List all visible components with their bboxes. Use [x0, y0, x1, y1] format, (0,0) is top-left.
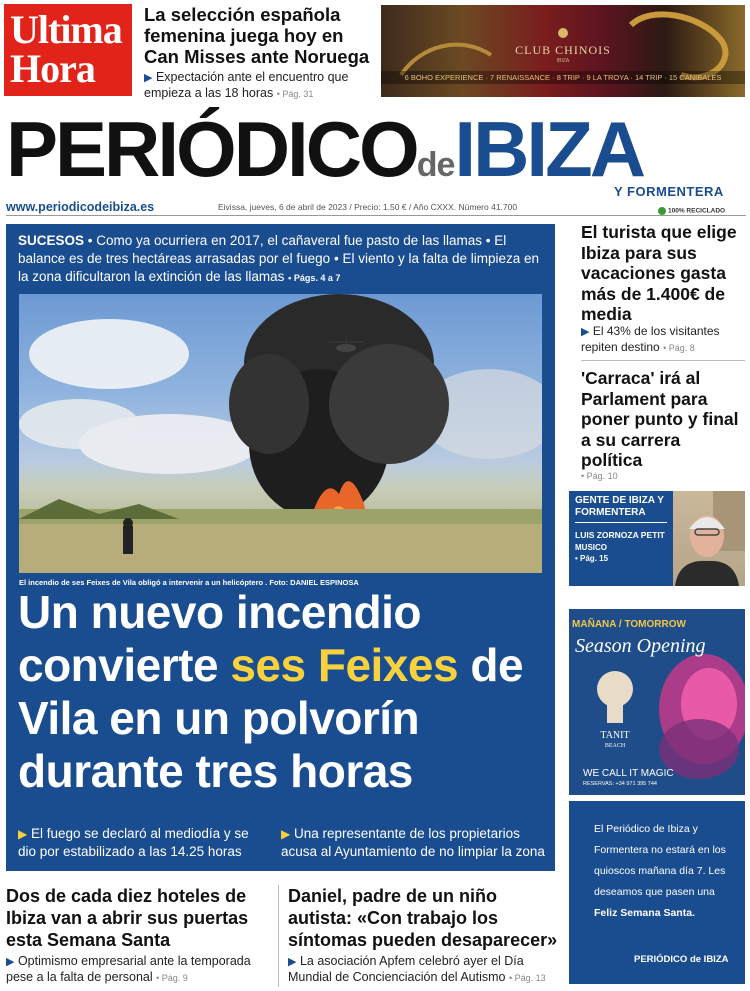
- ultima-hora-line2: Hora: [10, 46, 95, 91]
- lead-bullet-1-text: El fuego se declaró al mediodía y se dio por estabilizado a las 14.25 horas: [18, 826, 249, 859]
- gente-header: GENTE DE IBIZA Y FORMENTERA: [575, 495, 667, 523]
- recycle-icon: [658, 207, 666, 215]
- gente-box[interactable]: [569, 491, 673, 586]
- right-story-2-title[interactable]: 'Carraca' irá al Parlament para poner punto y final a su carrera política: [581, 368, 739, 470]
- bottom-divider: [278, 885, 279, 987]
- right-story-2-page: • Pág. 10: [581, 471, 618, 481]
- lead-bullet-1: [18, 825, 263, 860]
- ultima-hora-line1: Ultima: [10, 7, 122, 52]
- lead-summary-1: • Como ya ocurriera en 2017, el cañaveral fue pasto de las llamas: [87, 233, 482, 248]
- triangle-icon: ▶: [18, 827, 28, 841]
- fire-photo[interactable]: [19, 294, 542, 573]
- right-divider-1: [581, 360, 745, 361]
- bottom-story-1-sub-text: Optimismo empresarial ante la temporada pese a la falta de personal: [6, 954, 251, 984]
- lead-pages: • Págs. 4 a 7: [288, 273, 341, 283]
- triangle-icon: ▶: [581, 326, 590, 338]
- ad-tomorrow: MAÑANA / TOMORROW: [572, 619, 686, 630]
- lead-summary-3: • El viento y la falta de limpieza en la zona dificultaron la extinción de las llamas: [18, 251, 540, 284]
- ad-club-name: CLUB CHINOIS: [515, 43, 611, 57]
- gente-role: MUSICO: [575, 543, 607, 552]
- portrait-illustration: [673, 491, 745, 586]
- ad-brand: [595, 731, 635, 751]
- bottom-story-1-sub: [6, 954, 270, 986]
- top-subhead-text: Expectación ante el encuentro que empieza a las 18 horas: [144, 70, 349, 100]
- notice-bold: Feliz Semana Santa.: [594, 907, 695, 919]
- gente-page: • Pág. 15: [575, 554, 609, 563]
- triangle-icon: ▶: [144, 72, 153, 84]
- fire-illustration: [19, 294, 542, 573]
- ad-brand-name: TANIT: [600, 730, 630, 741]
- bottom-story-1-page: • Pág. 9: [156, 973, 188, 983]
- club-chinois-ad[interactable]: [381, 5, 745, 97]
- ad-club-sub: IBIZA: [556, 58, 570, 64]
- lead-bullet-2: [281, 825, 546, 860]
- triangle-icon: ▶: [281, 827, 291, 841]
- site-url[interactable]: www.periodicodeibiza.es: [6, 200, 155, 214]
- top-subhead-page: • Pág. 31: [276, 89, 314, 99]
- photo-caption: El incendio de ses Feixes de Vila obligó a intervenir a un helicóptero . Foto: DANIEL ESPINOSA: [19, 578, 359, 587]
- triangle-icon: ▶: [6, 956, 15, 968]
- tanit-beach-ad[interactable]: [569, 609, 745, 795]
- masthead-de: de: [416, 146, 455, 184]
- masthead[interactable]: [6, 104, 746, 194]
- gente-portrait: [673, 491, 745, 586]
- masthead-rule: [6, 215, 746, 216]
- ad-tagline: WE CALL IT MAGIC: [583, 768, 674, 779]
- ultima-hora-logo: [4, 4, 132, 96]
- bottom-story-2-sub-text: La asociación Apfem celebró ayer el Día Mundial de Concienciación del Autismo: [288, 954, 524, 984]
- ad-event-bar: 6 BOHO EXPERIENCE · 7 RENAISSANCE · 8 TRIP · 9 LA TROYA · 14 TRIP · 15 CANIBALES: [381, 71, 745, 84]
- ad-brand-sub: BEACH: [604, 743, 626, 749]
- bottom-story-2-page: • Pág. 13: [508, 973, 546, 983]
- right-story-1-title[interactable]: El turista que elige Ibiza para sus vacaciones gasta más de 1.400€ de media: [581, 222, 737, 324]
- bottom-story-2-title[interactable]: Daniel, padre de un niño autista: «Con trabajo los síntomas pueden desaparecer»: [288, 886, 558, 950]
- dateline: Eivissa, jueves, 6 de abril de 2023 / Precio: 1.50 € / Año CXXX. Número 41.700: [218, 202, 518, 212]
- right-story-1-page: • Pág. 8: [663, 343, 695, 353]
- notice-logo: PERIÓDICO de IBIZA: [634, 954, 729, 965]
- lead-headline-highlight: ses Feixes: [230, 639, 459, 691]
- ad-reservations: RESERVAS: +34 971 395 744: [583, 781, 657, 787]
- top-subhead: [144, 70, 374, 102]
- lead-headline-b: de Vila en un polvorín durante tres horas: [18, 639, 524, 797]
- ad-season-opening: Season Opening: [575, 635, 706, 657]
- lead-headline-a: Un nuevo incendio convierte: [18, 586, 421, 691]
- recycled-text: 100% RECICLADO: [668, 207, 726, 215]
- right-story-1-sub: [581, 324, 745, 356]
- masthead-periodico: PERIÓDICO: [6, 105, 417, 193]
- recycled-badge: [658, 207, 725, 215]
- gente-name: LUIS ZORNOZA PETIT: [575, 530, 665, 540]
- lead-summary-2: • El balance es de tres hectáreas arrasadas por el fuego: [18, 233, 507, 266]
- top-headline[interactable]: La selección española femenina juega hoy en Can Misses ante Noruega: [144, 4, 370, 67]
- lead-kicker: SUCESOS: [18, 233, 85, 248]
- lead-summary: [18, 232, 548, 287]
- triangle-icon: ▶: [288, 956, 297, 968]
- masthead-formentera: Y FORMENTERA: [614, 184, 724, 199]
- right-story-1-sub-text: El 43% de los visitantes repiten destino: [581, 324, 720, 354]
- lead-bullet-2-text: Una representante de los propietarios acusa al Ayuntamiento de no limpiar la zona: [281, 826, 545, 859]
- masthead-ibiza: IBIZA: [454, 105, 644, 193]
- bottom-story-1-title[interactable]: Dos de cada diez hoteles de Ibiza van a abrir sus puertas esta Semana Santa: [6, 886, 249, 950]
- notice-text: El Periódico de Ibiza y Formentera no estará en los quioscos mañana día 7. Les deseamos que pasen una: [594, 823, 726, 898]
- bottom-story-2-sub: [288, 954, 558, 986]
- lead-headline[interactable]: [18, 586, 548, 798]
